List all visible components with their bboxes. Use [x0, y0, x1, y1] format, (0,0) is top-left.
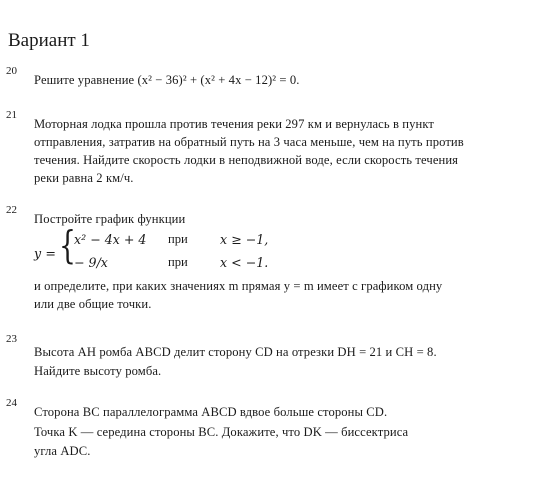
case-2-condition: x < −1. [220, 255, 269, 270]
function-prefix: y = [34, 246, 56, 261]
problem-24-line-3: угла ADC. [34, 444, 91, 458]
problem-21-line-1: Моторная лодка прошла против течения реки 297 км и вернулась в пункт [34, 117, 434, 131]
problem-21-line-3: течения. Найдите скорость лодки в неподвижной воде, если скорость течения [34, 153, 459, 167]
problem-24-line-2: Точка K — середина стороны BC. Докажите, что DK — биссектриса [34, 425, 409, 439]
problem-number-21: 21 [6, 109, 17, 121]
problem-21-line-2: отправления, затратив на обратный путь на 3 часа меньше, чем на путь против [34, 135, 464, 149]
problem-22-line-1: и определите, при каких значениях m прямая y = m имеет с графиком одну [34, 279, 443, 293]
case-1-word: при [168, 232, 188, 246]
problem-number-24: 24 [6, 397, 17, 409]
problem-number-23: 23 [6, 333, 17, 345]
problem-23-line-1: Высота AH ромба ABCD делит сторону CD на отрезки DH = 21 и CH = 8. [34, 345, 437, 359]
case-2-expression: − 9/x [74, 255, 108, 270]
problem-24-line-1: Сторона BC параллелограмма ABCD вдвое больше стороны CD. [34, 405, 388, 419]
case-1-expression: x² − 4x + 4 [74, 232, 147, 247]
problem-21-line-4: реки равна 2 км/ч. [34, 171, 134, 185]
variant-heading: Вариант 1 [8, 30, 90, 51]
problem-20-text: Решите уравнение (x² − 36)² + (x² + 4x − 12)² = 0. [34, 73, 300, 87]
case-1-condition: x ≥ −1, [220, 232, 269, 247]
problem-23-line-2: Найдите высоту ромба. [34, 364, 162, 378]
piecewise-brace: { [59, 223, 76, 267]
problem-number-20: 20 [6, 65, 17, 77]
problem-22-line-2: или две общие точки. [34, 297, 152, 311]
problem-22-intro: Постройте график функции [34, 212, 186, 226]
case-2-word: при [168, 255, 188, 269]
problem-number-22: 22 [6, 204, 17, 216]
